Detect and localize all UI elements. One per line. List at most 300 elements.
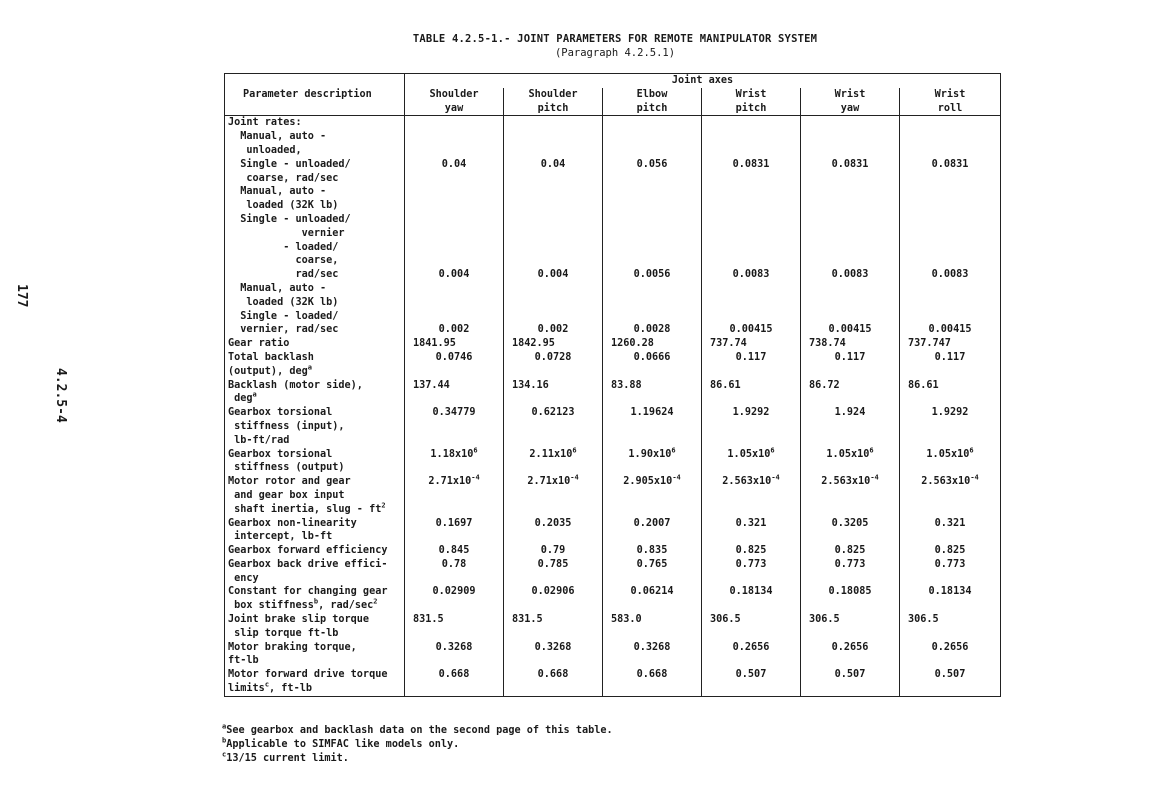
parameter-label: intercept, lb-ft — [225, 530, 405, 544]
value-cell — [405, 116, 504, 130]
value-cell: 0.117 — [702, 351, 801, 365]
value-cell — [504, 599, 603, 613]
value-cell — [801, 682, 900, 696]
value-cell: 0.0083 — [900, 268, 1001, 282]
value-cell: 0.773 — [900, 558, 1001, 572]
value-cell: 0.0831 — [801, 158, 900, 172]
value-cell: 0.004 — [504, 268, 603, 282]
value-cell: 0.321 — [702, 517, 801, 531]
value-cell: 0.765 — [603, 558, 702, 572]
value-cell: 0.002 — [504, 323, 603, 337]
value-cell — [900, 144, 1001, 158]
value-cell — [504, 310, 603, 324]
parameter-label: Joint rates: — [225, 116, 405, 130]
value-cell: 1841.95 — [405, 337, 504, 351]
value-cell: $1.90x10^6$ — [603, 448, 702, 462]
value-cell: $2.563x10^{-4}$ — [900, 475, 1001, 489]
value-cell: 0.62123 — [504, 406, 603, 420]
col-header-wrist-roll-1: Wrist — [900, 88, 1001, 102]
table-row — [225, 489, 1001, 503]
table-row — [225, 323, 1001, 337]
table-row — [225, 420, 1001, 434]
value-cell: 0.0056 — [603, 268, 702, 282]
value-cell — [900, 310, 1001, 324]
value-cell: 0.002 — [405, 323, 504, 337]
value-cell: 0.0028 — [603, 323, 702, 337]
value-cell — [900, 489, 1001, 503]
table-row — [225, 254, 1001, 268]
value-cell: 0.835 — [603, 544, 702, 558]
value-cell — [504, 116, 603, 130]
value-cell — [702, 461, 801, 475]
parameter-label — [225, 696, 405, 697]
value-cell: 0.0083 — [702, 268, 801, 282]
value-cell — [801, 434, 900, 448]
value-cell — [900, 682, 1001, 696]
parameter-label: Total backlash — [225, 351, 405, 365]
value-cell: $1.05x10^6$ — [702, 448, 801, 462]
table-row — [225, 130, 1001, 144]
parameter-label: vernier — [225, 227, 405, 241]
value-cell: 0.825 — [702, 544, 801, 558]
value-cell — [504, 696, 603, 697]
value-cell — [900, 172, 1001, 186]
value-cell — [603, 185, 702, 199]
parameter-label: shaft inertia, slug - $ft^2$ — [225, 503, 405, 517]
value-cell: 0.785 — [504, 558, 603, 572]
value-cell — [801, 282, 900, 296]
col-header-shoulder-pitch-2: pitch — [504, 102, 603, 116]
parameter-label: loaded (32K lb) — [225, 199, 405, 213]
value-cell — [900, 503, 1001, 517]
value-cell — [504, 213, 603, 227]
value-cell — [405, 530, 504, 544]
value-cell — [504, 227, 603, 241]
parameter-label: and gear box input — [225, 489, 405, 503]
value-cell: 1.9292 — [702, 406, 801, 420]
value-cell — [801, 461, 900, 475]
value-cell — [900, 572, 1001, 586]
value-cell: 0.507 — [900, 668, 1001, 682]
value-cell — [801, 627, 900, 641]
value-cell — [405, 696, 504, 697]
parameter-label: limits$^c$, ft-lb — [225, 682, 405, 696]
value-cell: 1260.28 — [603, 337, 702, 351]
value-cell: 0.18134 — [900, 585, 1001, 599]
table-row — [225, 379, 1001, 393]
value-cell: $2.563x10^{-4}$ — [702, 475, 801, 489]
value-cell — [405, 172, 504, 186]
table-row — [225, 572, 1001, 586]
table-row — [225, 654, 1001, 668]
value-cell — [702, 254, 801, 268]
table-row — [225, 227, 1001, 241]
col-header-elbow-pitch-1: Elbow — [603, 88, 702, 102]
value-cell — [603, 116, 702, 130]
value-cell — [405, 420, 504, 434]
value-cell — [702, 296, 801, 310]
value-cell: 0.004 — [405, 268, 504, 282]
col-header-wrist-yaw-1: Wrist — [801, 88, 900, 102]
value-cell — [702, 530, 801, 544]
value-cell — [603, 130, 702, 144]
table-row — [225, 475, 1001, 489]
value-cell — [504, 682, 603, 696]
value-cell — [702, 310, 801, 324]
value-cell — [405, 144, 504, 158]
parameter-label: Single - unloaded/ — [225, 158, 405, 172]
value-cell: 0.00415 — [702, 323, 801, 337]
value-cell: 583.0 — [603, 613, 702, 627]
value-cell: 0.00415 — [900, 323, 1001, 337]
table-row — [225, 199, 1001, 213]
value-cell: 0.2035 — [504, 517, 603, 531]
value-cell — [504, 530, 603, 544]
parameter-label: unloaded, — [225, 144, 405, 158]
parameter-label: ft-lb — [225, 654, 405, 668]
value-cell — [405, 365, 504, 379]
value-cell — [405, 434, 504, 448]
table-row — [225, 434, 1001, 448]
value-cell: 0.2656 — [801, 641, 900, 655]
value-cell — [900, 627, 1001, 641]
value-cell: 0.321 — [900, 517, 1001, 531]
value-cell: 86.61 — [900, 379, 1001, 393]
value-cell: 306.5 — [801, 613, 900, 627]
value-cell — [801, 172, 900, 186]
value-cell — [405, 503, 504, 517]
value-cell: 0.773 — [702, 558, 801, 572]
table-row — [225, 296, 1001, 310]
value-cell — [504, 241, 603, 255]
value-cell — [504, 503, 603, 517]
value-cell — [504, 185, 603, 199]
value-cell: 0.2007 — [603, 517, 702, 531]
parameter-label: lb-ft/rad — [225, 434, 405, 448]
value-cell — [603, 627, 702, 641]
value-cell — [603, 227, 702, 241]
value-cell — [603, 682, 702, 696]
value-cell — [900, 227, 1001, 241]
parameter-label: Gearbox back drive effici- — [225, 558, 405, 572]
value-cell: 0.00415 — [801, 323, 900, 337]
value-cell: 0.34779 — [405, 406, 504, 420]
parameter-label: Motor rotor and gear — [225, 475, 405, 489]
table-row — [225, 185, 1001, 199]
value-cell — [702, 365, 801, 379]
value-cell — [801, 420, 900, 434]
value-cell — [900, 654, 1001, 668]
value-cell — [405, 282, 504, 296]
value-cell — [702, 420, 801, 434]
value-cell — [603, 172, 702, 186]
value-cell — [504, 254, 603, 268]
value-cell — [702, 654, 801, 668]
parameter-label: coarse, — [225, 254, 405, 268]
section-number: 4.2.5-4 — [53, 368, 68, 423]
value-cell: 0.056 — [603, 158, 702, 172]
value-cell: 0.78 — [405, 558, 504, 572]
value-cell — [405, 227, 504, 241]
value-cell — [801, 185, 900, 199]
value-cell — [603, 503, 702, 517]
value-cell: 0.0746 — [405, 351, 504, 365]
parameter-label: box stiffness$^b$, rad/$\sec^2$ — [225, 599, 405, 613]
value-cell — [603, 654, 702, 668]
value-cell — [405, 310, 504, 324]
value-cell — [603, 144, 702, 158]
value-cell — [702, 116, 801, 130]
value-cell — [504, 489, 603, 503]
value-cell: 0.04 — [504, 158, 603, 172]
value-cell — [603, 420, 702, 434]
value-cell: $2.11x10^6$ — [504, 448, 603, 462]
value-cell — [603, 696, 702, 697]
value-cell: 0.825 — [900, 544, 1001, 558]
value-cell — [603, 254, 702, 268]
value-cell — [405, 130, 504, 144]
value-cell — [702, 627, 801, 641]
col-header-wrist-roll-2: roll — [900, 102, 1001, 116]
table-row — [225, 585, 1001, 599]
value-cell — [405, 627, 504, 641]
value-cell: 0.668 — [504, 668, 603, 682]
table-row — [225, 172, 1001, 186]
table-row — [225, 213, 1001, 227]
table-row — [225, 282, 1001, 296]
value-cell — [900, 130, 1001, 144]
value-cell — [603, 530, 702, 544]
parameter-label: Manual, auto - — [225, 282, 405, 296]
value-cell — [801, 130, 900, 144]
value-cell — [603, 599, 702, 613]
table-row — [225, 392, 1001, 406]
value-cell: $1.05x10^6$ — [801, 448, 900, 462]
parameter-description-header: Parameter description — [225, 88, 405, 102]
header-blank-cell — [225, 102, 405, 116]
value-cell: 0.18085 — [801, 585, 900, 599]
header-blank-cell — [225, 74, 405, 88]
value-cell: $1.18x10^6$ — [405, 448, 504, 462]
value-cell — [702, 227, 801, 241]
parameter-label: Motor braking torque, — [225, 641, 405, 655]
parameter-label: Gearbox non-linearity — [225, 517, 405, 531]
parameter-label: Gearbox forward efficiency — [225, 544, 405, 558]
parameter-label: Gearbox torsional — [225, 448, 405, 462]
value-cell — [801, 241, 900, 255]
value-cell — [405, 254, 504, 268]
value-cell — [603, 392, 702, 406]
value-cell — [405, 392, 504, 406]
parameter-label: slip torque ft-lb — [225, 627, 405, 641]
page-number: 177 — [14, 284, 29, 308]
table-row — [225, 682, 1001, 696]
value-cell — [702, 199, 801, 213]
table-row — [225, 144, 1001, 158]
value-cell — [603, 365, 702, 379]
parameter-label: vernier, rad/sec — [225, 323, 405, 337]
table-row — [225, 668, 1001, 682]
col-header-shoulder-yaw-1: Shoulder — [405, 88, 504, 102]
value-cell — [504, 172, 603, 186]
value-cell — [801, 696, 900, 697]
value-cell — [702, 682, 801, 696]
value-cell: 0.04 — [405, 158, 504, 172]
value-cell: 0.668 — [603, 668, 702, 682]
value-cell — [702, 434, 801, 448]
parameter-label: stiffness (input), — [225, 420, 405, 434]
value-cell — [603, 282, 702, 296]
value-cell — [702, 144, 801, 158]
value-cell: 0.117 — [900, 351, 1001, 365]
value-cell — [405, 199, 504, 213]
value-cell: 1.924 — [801, 406, 900, 420]
joint-axes-header: Joint axes — [405, 74, 1001, 88]
table-row — [225, 613, 1001, 627]
value-cell: 0.2656 — [900, 641, 1001, 655]
value-cell — [900, 199, 1001, 213]
value-cell: 134.16 — [504, 379, 603, 393]
table-row — [225, 627, 1001, 641]
value-cell — [603, 434, 702, 448]
value-cell — [405, 296, 504, 310]
value-cell — [900, 296, 1001, 310]
value-cell: 0.3268 — [504, 641, 603, 655]
value-cell — [504, 365, 603, 379]
value-cell — [504, 130, 603, 144]
table-row — [225, 641, 1001, 655]
value-cell — [504, 654, 603, 668]
col-header-shoulder-pitch-1: Shoulder — [504, 88, 603, 102]
value-cell: 137.44 — [405, 379, 504, 393]
value-cell: 306.5 — [900, 613, 1001, 627]
parameter-label: loaded (32K lb) — [225, 296, 405, 310]
table-row — [225, 268, 1001, 282]
value-cell: 0.117 — [801, 351, 900, 365]
value-cell — [801, 572, 900, 586]
value-cell: 0.845 — [405, 544, 504, 558]
parameter-label: Constant for changing gear — [225, 585, 405, 599]
value-cell: 0.3205 — [801, 517, 900, 531]
parameter-label: deg$^a$ — [225, 392, 405, 406]
value-cell — [702, 489, 801, 503]
joint-parameters-table — [224, 73, 1001, 697]
value-cell — [603, 213, 702, 227]
parameter-label: coarse, rad/sec — [225, 172, 405, 186]
value-cell: 83.88 — [603, 379, 702, 393]
table-row — [225, 241, 1001, 255]
table-title: TABLE 4.2.5-1.- JOINT PARAMETERS FOR REMOTE MANIPULATOR SYSTEM — [412, 33, 818, 45]
value-cell: 0.0083 — [801, 268, 900, 282]
table-row — [225, 558, 1001, 572]
value-cell — [504, 296, 603, 310]
value-cell — [801, 489, 900, 503]
value-cell — [801, 144, 900, 158]
value-cell — [801, 254, 900, 268]
footnote-b: $^b$Applicable to SIMFAC like models only. — [222, 736, 460, 750]
value-cell — [900, 254, 1001, 268]
value-cell: 86.61 — [702, 379, 801, 393]
value-cell — [702, 572, 801, 586]
value-cell: 831.5 — [405, 613, 504, 627]
value-cell — [801, 116, 900, 130]
value-cell — [405, 185, 504, 199]
parameter-label: ency — [225, 572, 405, 586]
value-cell: 0.507 — [702, 668, 801, 682]
value-cell: 737.74 — [702, 337, 801, 351]
value-cell: 0.02909 — [405, 585, 504, 599]
table-row — [225, 351, 1001, 365]
value-cell — [504, 434, 603, 448]
value-cell: 738.74 — [801, 337, 900, 351]
value-cell — [405, 682, 504, 696]
value-cell: 306.5 — [702, 613, 801, 627]
parameter-label: Motor forward drive torque — [225, 668, 405, 682]
footnote-c: $^c$13/15 current limit. — [222, 750, 349, 764]
value-cell — [702, 503, 801, 517]
value-cell — [702, 282, 801, 296]
value-cell: 831.5 — [504, 613, 603, 627]
value-cell — [603, 461, 702, 475]
col-header-wrist-yaw-2: yaw — [801, 102, 900, 116]
parameter-label: rad/sec — [225, 268, 405, 282]
col-header-wrist-pitch-2: pitch — [702, 102, 801, 116]
value-cell — [900, 213, 1001, 227]
value-cell: 0.2656 — [702, 641, 801, 655]
value-cell — [900, 420, 1001, 434]
value-cell: 1.9292 — [900, 406, 1001, 420]
value-cell: 0.825 — [801, 544, 900, 558]
value-cell — [405, 599, 504, 613]
value-cell — [702, 392, 801, 406]
footnote-a: $^a$See gearbox and backlash data on the second page of this table. — [222, 722, 613, 736]
value-cell — [801, 503, 900, 517]
parameter-label: Single - unloaded/ — [225, 213, 405, 227]
table-row — [225, 116, 1001, 130]
parameter-label: Manual, auto - — [225, 130, 405, 144]
value-cell — [405, 241, 504, 255]
value-cell — [603, 310, 702, 324]
value-cell: 737.747 — [900, 337, 1001, 351]
value-cell — [801, 227, 900, 241]
table-body — [225, 116, 1001, 696]
value-cell — [801, 199, 900, 213]
value-cell — [702, 241, 801, 255]
value-cell — [900, 282, 1001, 296]
value-cell: 0.02906 — [504, 585, 603, 599]
parameter-label: Gearbox torsional — [225, 406, 405, 420]
value-cell: $2.905x10^{-4}$ — [603, 475, 702, 489]
table-row — [225, 530, 1001, 544]
value-cell: 0.79 — [504, 544, 603, 558]
table-row — [225, 158, 1001, 172]
value-cell: 0.668 — [405, 668, 504, 682]
value-cell — [504, 461, 603, 475]
value-cell — [900, 365, 1001, 379]
value-cell — [900, 434, 1001, 448]
value-cell — [603, 489, 702, 503]
value-cell: $2.563x10^{-4}$ — [801, 475, 900, 489]
parameter-label: Gear ratio — [225, 337, 405, 351]
value-cell — [801, 213, 900, 227]
value-cell — [702, 130, 801, 144]
value-cell: 0.0831 — [702, 158, 801, 172]
table-row — [225, 406, 1001, 420]
table-row — [225, 365, 1001, 379]
value-cell: 1.19624 — [603, 406, 702, 420]
value-cell: 86.72 — [801, 379, 900, 393]
value-cell — [504, 282, 603, 296]
